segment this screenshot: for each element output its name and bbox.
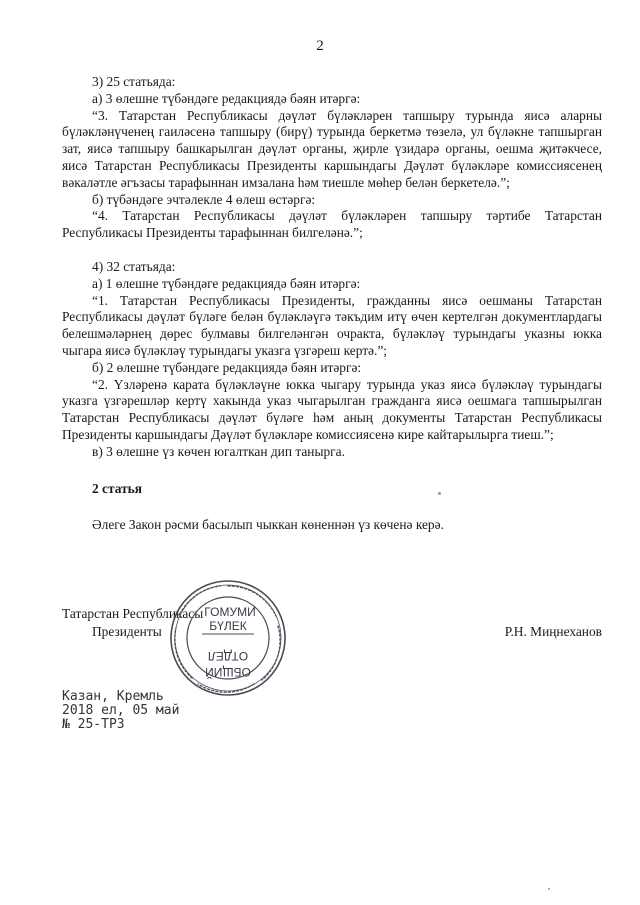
item-4a: а) 1 өлешне түбәндәге редакциядә бәян итәргә:: [92, 275, 361, 291]
item-3-heading: 3) 25 статьяда:: [92, 74, 176, 89]
item-3b-text: “4. Татарстан Республикасы дәүләт бүләкләрен тапшыру тәртибе Татарстан Республикасы Президенты тарафыннан билгеләнә.”;: [62, 208, 602, 241]
official-stamp-seal: [168, 578, 288, 698]
page-number: 2: [316, 38, 324, 54]
item-4-heading: 4) 32 статьяда:: [92, 258, 176, 274]
stamp-text-line4: ОБЩИЙ: [205, 665, 251, 679]
stamp-text-line1: ГОМУМИ: [204, 605, 256, 619]
footer-place: Казан, Кремль: [62, 689, 164, 704]
scan-speck: [438, 492, 441, 495]
document-body: [62, 74, 602, 534]
item-3b: б) түбәндәге эчтәлекле 4 өлеш өстәргә:: [92, 191, 316, 207]
stamp-text-line3: ОТДЕЛ: [207, 649, 249, 663]
signature-name: Р.Н. Миңнеханов: [504, 624, 602, 639]
stamp-text-line2: БҮЛЕК: [209, 619, 247, 633]
item-4a-text: “1. Татарстан Республикасы Президенты, гражданны яисә оешманы Татарстан Республикасы дәүләт бүләге белән бүләкләүгә тәкъдим итү өчен кертелгән документлардагы белешмәләрнең дөрес булмавы билгеләнгән очракта, бүләкләү турындагы указны юкка чыгара яисә бүләкләү турындагы указга үзгәреш кертә.”;: [62, 292, 602, 358]
effective-clause: Әлеге Закон рәсми басылып чыккан көненнән үз көченә керә.: [92, 517, 444, 533]
item-4c: в) 3 өлешне үз көчен югалткан дип танырга.: [92, 443, 345, 459]
item-4b: б) 2 өлешне түбәндәге редакциядә бәян итәргә:: [92, 359, 362, 375]
signature-title-line2: Президенты: [92, 624, 162, 639]
item-3a: а) 3 өлешне түбәндәге редакциядә бәян итәргә:: [92, 90, 361, 106]
article-heading: 2 статья: [92, 480, 142, 496]
footer-number: № 25-ТРЗ: [62, 717, 125, 732]
scan-speck: [548, 888, 550, 890]
item-3a-text: “3. Татарстан Республикасы дәүләт бүләкләрен тапшыру турында яисә аларны бүләкләнүченең гаиләсенә тапшыру (бирү) турында беркетмә төзелә, ул бүләкне тапшырган зат, яисә тапшыру башкарылган дәүләт органы, җирле үзидарә органы, оешма җитәкчесе, яисә Татарстан Республикасы Президенты каршындагы Дәүләт бүләкләре комиссиясенең вәкаләтле әгъзасы тарафыннан имзалана һәм тиешле мөһер белән беркетелә.”;: [62, 107, 602, 190]
item-4b-text: “2. Үзләренә карата бүләкләүне юкка чыгару турында указ яисә бүләкләү турындагы указга үзгәрешләр кертү хакында указ чыгарылган гражданга яисә оешмага тапшырылган Татарстан Республикасы дәүләт бүләге һәм аның документы Татарстан Республикасы Президенты каршындагы Дәүләт бүләкләре комиссиясенә кире кайтарылырга тиеш.”;: [62, 376, 602, 442]
footer-date: 2018 ел, 05 май: [62, 703, 180, 718]
signature-block: [62, 600, 602, 660]
document-footer: [62, 690, 179, 732]
signature-title-line1: Татарстан Республикасы: [62, 606, 204, 621]
